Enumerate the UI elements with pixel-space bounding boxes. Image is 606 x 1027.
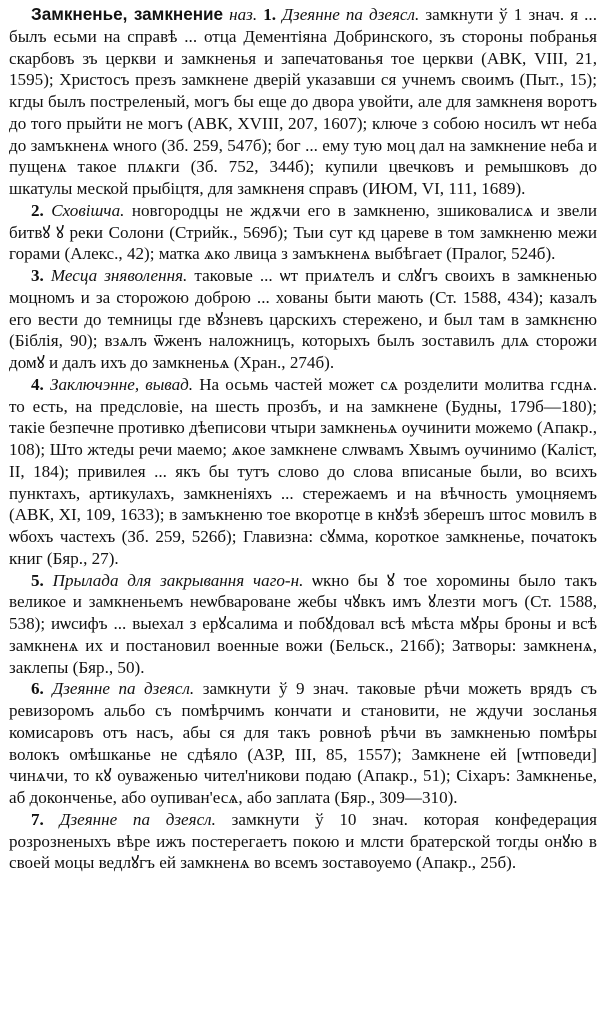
sense-4	[9, 374, 597, 570]
sense-number: 5.	[31, 570, 44, 590]
sense-definition: Дзеянне па дзеясл.	[282, 5, 420, 24]
sense-2	[9, 200, 597, 265]
sense-number: 3.	[31, 266, 44, 285]
sense-7	[9, 809, 597, 874]
sense-definition: Заключэнне, вывад.	[49, 374, 194, 394]
part-of-speech: наз.	[229, 5, 258, 24]
sense-definition: Дзеянне па дзеясл.	[59, 809, 216, 829]
sense-text: замкнути ў 1 знач. я ... былъ есьми на справѣ ... отца Дементіяна Добринского, зъ стороны побранья скарбовъ зъ церкви и замкненья и запечатованья тое церкви (АВК, VIII, 21, 1595); Христосъ презъ замкнене дверій указавши ся учнемъ своимъ (Пыт., 15); кгды былъ постреленый, могъ бы еще до двора увойти, але для замкненя воротъ до того прыйти не могъ (АВК, XVIII, 207, 1607); ключе з собою носилъ ѡт неба до замъкненѧ ѡного (Зб. 259, 547б); бог ... ему тую моц дал на замкнение неба и пущенѧ такое плѧкги (Зб. 752, 344б); купили цвечковъ и ремышковъ до шкатулы меской прыбіцтя, для замкненя справъ (ИЮМ, VI, 111, 1689).	[9, 5, 597, 198]
sense-definition: Дзеянне па дзеясл.	[52, 679, 195, 699]
sense-5	[9, 570, 597, 679]
sense-number: 7.	[31, 809, 44, 829]
sense-1	[9, 4, 597, 200]
sense-number: 4.	[31, 374, 44, 394]
sense-text: замкнути ў 10 знач. которая конфедерация розрозненыхъ вѣре ижъ постерегаетъ покою и млсти братерской тогды онꙋю в своей моцы ведлꙋгъ ей замкненѧ во всемъ зоставоуемо (Апакр., 25б).	[9, 809, 598, 873]
sense-number: 1.	[263, 5, 277, 24]
sense-definition: Сховішча.	[51, 200, 125, 220]
sense-text: таковые ... ѡт приѧтелъ и слꙋгъ своихъ в замкненью моцномъ и за сторожою доброю ... хованы быти мають (Ст. 1588, 434); казалъ его вести до темницы где вꙋзневъ царскихъ стережено, и был там в замкнєню (Біблія, 90); взѧлъ ѿженъ наложницъ, которыхъ былъ зоставилъ длѧ сторожи домꙋ и далъ ихъ до замкненьѧ (Хран., 274б).	[9, 266, 597, 372]
sense-text: замкнути ў 9 знач. таковые рѣчи можеть врядъ съ ревизоромъ альбо съ помѣрчимъ кончати и становити, не ждучи зосланья комисаровъ отъ насъ, абы ся для такъ ровноѣ рѣчи въ замкненью помѣры волокъ омѣшканье не сдѣяло (АЗР, III, 85, 1557); Замкнене ей [ѡтповеди] чинѧчи, то кꙋ оуваженью чител'никови подаю (Апакр., 51); Сіхаръ: Замкненье, аб доконченье, або оупиван'есѧ, або заплата (Бяр., 309—310).	[9, 679, 597, 807]
sense-number: 2.	[31, 200, 44, 220]
sense-text: На осьмь частей может сѧ розделити молитва гсднѧ. то есть, на предсловіе, на шесть прозбъ, и на замкнене (Будны, 179б—180); такіе безпечне противко дѣеписови чтыри замкненьѧ оучинити можемо (Апакр., 108); Што жтеды речи маемо; ѧкое замкнене слѡвамъ Хвымъ оучинимо (Каліст, II, 184); привилея ... якъ бы тутъ слово до слова вписаные были, во всихъ пунктахъ, артикулахъ, замкненіяхъ ... стережаемъ и на вѣчность умоцняемъ (АВК, XI, 109, 1633); в замъкненю тое вкоротце в кнꙋзѣ зберешъ штос мовилъ в ѡбохъ частехъ (Зб. 259, 526б); Главизна: сꙋмма, короткое замкненье, початокъ книг (Бяр., 27).	[9, 374, 597, 568]
sense-number: 6.	[31, 679, 44, 699]
sense-definition: Прылада для закрывання чаго-н.	[52, 570, 304, 590]
sense-definition: Месца зняволення.	[50, 266, 188, 285]
headword: Замкненье, замкнение	[31, 5, 224, 24]
sense-6	[9, 678, 597, 809]
sense-text: ѡкно бы ꙋ тое хоромины было такъ великое и замкненьемъ неѡбвароване жебы чꙋвкъ имъ ꙋлезти могъ (Ст. 1588, 538); иѡсифъ ... выехал з ерꙋсалима и побꙋдовал всѣ мѣста мꙋры броны и всѣ замкненѧ их и постановил военные вожи (Бельск., 216б); Затворы: замкненѧ, заклепы (Бяр., 50).	[9, 570, 597, 677]
sense-text: новгородцы не ждѫчи его в замкненю, зшиковалисѧ и звели битвꙋ ꙋ реки Солони (Стрийк., 569б); Тыи сут кд цареве в том замкненю межи горами (Алекс., 42); матка ѧко лвица з замъкненѧ выбѣгает (Пралог, 524б).	[9, 200, 597, 264]
sense-3	[9, 265, 597, 374]
